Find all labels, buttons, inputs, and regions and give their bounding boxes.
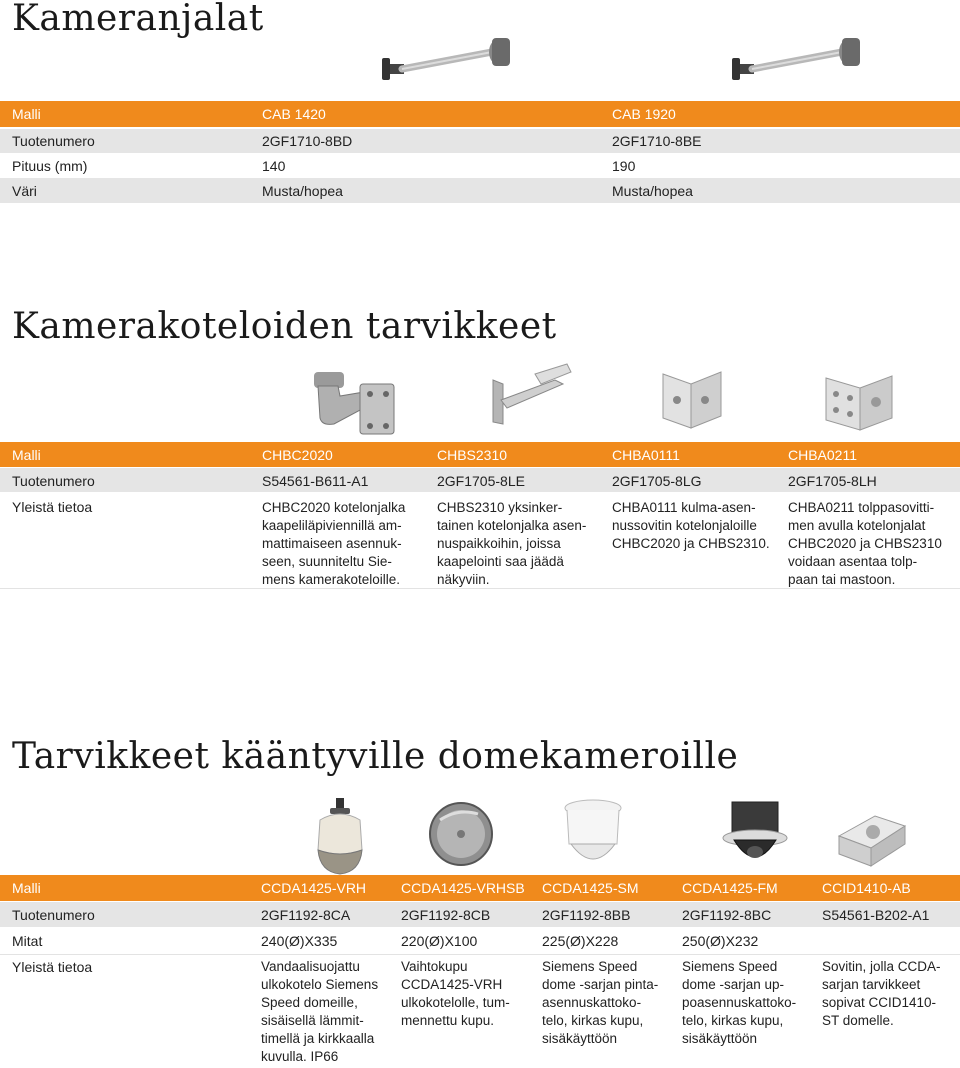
row-label: Yleistä tietoa [12,959,93,975]
header-model: CCDA1425-FM [682,880,778,896]
description-vrhsb [401,958,539,1030]
vrh-dome-image [312,796,368,876]
description-line: CCDA1425-VRH [401,977,503,992]
chba0111-image [655,362,730,432]
row-value: 2GF1705-8LE [437,473,525,489]
row-label: Väri [12,183,37,199]
description-chbs2310 [437,499,607,589]
row-value: Musta/hopea [612,183,693,199]
description-fm [682,958,818,1048]
description-line: telo, kirkas kupu, [542,1013,644,1028]
row-value: 2GF1705-8LG [612,473,702,489]
description-line: dome -sarjan up- [682,977,785,992]
table-row [0,178,960,203]
description-line: mattimaiseen asennuk- [262,536,402,551]
header-model: CHBA0211 [788,447,858,463]
cab1420-image [380,38,520,98]
header-model: CHBS2310 [437,447,508,463]
header-model: CCID1410-AB [822,880,911,896]
table-row [0,153,960,177]
table3-header-row [0,875,960,901]
description-vrh [261,958,397,1066]
description-line: men avulla kotelonjalat [788,518,926,533]
header-label: Malli [12,106,41,122]
table1-header-row [0,101,960,127]
description-chbc2020 [262,499,432,589]
description-line: kuvulla. IP66 [261,1049,339,1064]
header-model: CAB 1920 [612,106,676,122]
description-line: asennuskattoko- [542,995,642,1010]
header-label: Malli [12,447,41,463]
header-model: CCDA1425-SM [542,880,639,896]
description-line: sisäkäyttöön [542,1031,618,1046]
row-value: 190 [612,158,636,174]
header-model: CAB 1420 [262,106,326,122]
row-value: 2GF1192-8BC [682,907,772,923]
table-row [0,928,960,954]
header-model: CCDA1425-VRH [261,880,367,896]
description-line: Speed domeille, [261,995,358,1010]
row-value: 2GF1192-8CA [261,907,351,923]
sm-dome-image [563,798,623,870]
fm-dome-image [722,798,788,870]
description-chba0211 [788,499,958,589]
description-line: CHBS2310 yksinker- [437,500,563,515]
description-line: dome -sarjan pinta- [542,977,659,992]
row-value: S54561-B202-A1 [822,907,930,923]
ab-adapter-image [835,810,910,870]
description-line: voidaan asentaa tolp- [788,554,918,569]
description-ab [822,958,958,1030]
table-row [0,129,960,153]
table2-header-row [0,442,960,467]
description-line: mens kamerakoteloille. [262,572,401,587]
description-line: paan tai mastoon. [788,572,896,587]
row-value: 2GF1705-8LH [788,473,877,489]
row-label: Tuotenumero [12,133,95,149]
description-line: nuspaikkoihin, joissa [437,536,561,551]
row-value: 225(Ø)X228 [542,933,619,949]
row-value: 140 [262,158,286,174]
row-value: 2GF1192-8CB [401,907,491,923]
description-line: CHBC2020 ja CHBS2310. [612,536,770,551]
row-label: Pituus (mm) [12,158,88,174]
section-title-housing-accessories: Kamerakoteloiden tarvikkeet [12,306,557,347]
chbc2020-image [300,368,400,438]
description-line: näkyviin. [437,572,490,587]
description-line: Siemens Speed [682,959,778,974]
row-label: Mitat [12,933,43,949]
description-line: Vaihtokupu [401,959,468,974]
description-chba0111 [612,499,784,553]
chbs2310-image [485,360,575,430]
description-sm [542,958,678,1048]
description-line: CHBA0111 kulma-asen- [612,500,756,515]
description-line: mennettu kupu. [401,1013,495,1028]
header-model: CHBC2020 [262,447,333,463]
description-line: timellä ja kirkkaalla [261,1031,375,1046]
description-line: Siemens Speed [542,959,638,974]
description-line: sisäisellä lämmit- [261,1013,364,1028]
description-line: Vandaalisuojattu [261,959,360,974]
description-line: Sovitin, jolla CCDA- [822,959,941,974]
description-line: ulkokotelolle, tum- [401,995,510,1010]
description-line: kaapeliläpiviennillä am- [262,518,402,533]
description-line: CHBC2020 kotelonjalka [262,500,406,515]
description-line: tainen kotelonjalka asen- [437,518,587,533]
table-bottom-rule [0,588,960,589]
row-value: 2GF1710-8BE [612,133,702,149]
section-title-camera-mounts: Kameranjalat [12,0,264,39]
header-label: Malli [12,880,41,896]
chba0211-image [820,364,900,436]
row-value: 2GF1192-8BB [542,907,631,923]
row-value: 2GF1710-8BD [262,133,353,149]
description-line: sarjan tarvikkeet [822,977,921,992]
row-value: 250(Ø)X232 [682,933,759,949]
row-label: Yleistä tietoa [12,499,93,515]
description-line: ulkokotelo Siemens [261,977,379,992]
description-line: CHBA0211 tolppasovitti- [788,500,935,515]
header-model: CCDA1425-VRHSB [401,880,525,896]
description-line: poasennuskattoko- [682,995,797,1010]
description-line: seen, suunniteltu Sie- [262,554,392,569]
section-title-dome-accessories: Tarvikkeet kääntyville domekameroille [12,736,739,777]
row-label: Tuotenumero [12,473,95,489]
table-row [0,468,960,492]
description-line: sisäkäyttöön [682,1031,758,1046]
description-line: nussovitin kotelonjaloille [612,518,757,533]
description-line: kaapelointi saa jäädä [437,554,564,569]
row-value: 220(Ø)X100 [401,933,478,949]
vrhsb-dome-image [428,800,494,868]
row-label: Tuotenumero [12,907,95,923]
description-line: telo, kirkas kupu, [682,1013,784,1028]
row-value: S54561-B611-A1 [262,473,369,489]
header-model: CHBA0111 [612,447,680,463]
row-value: 240(Ø)X335 [261,933,338,949]
row-value: Musta/hopea [262,183,343,199]
description-line: CHBC2020 ja CHBS2310 [788,536,942,551]
description-line: sopivat CCID1410- [822,995,937,1010]
cab1920-image [730,38,870,98]
description-line: ST domelle. [822,1013,894,1028]
table-row [0,902,960,927]
